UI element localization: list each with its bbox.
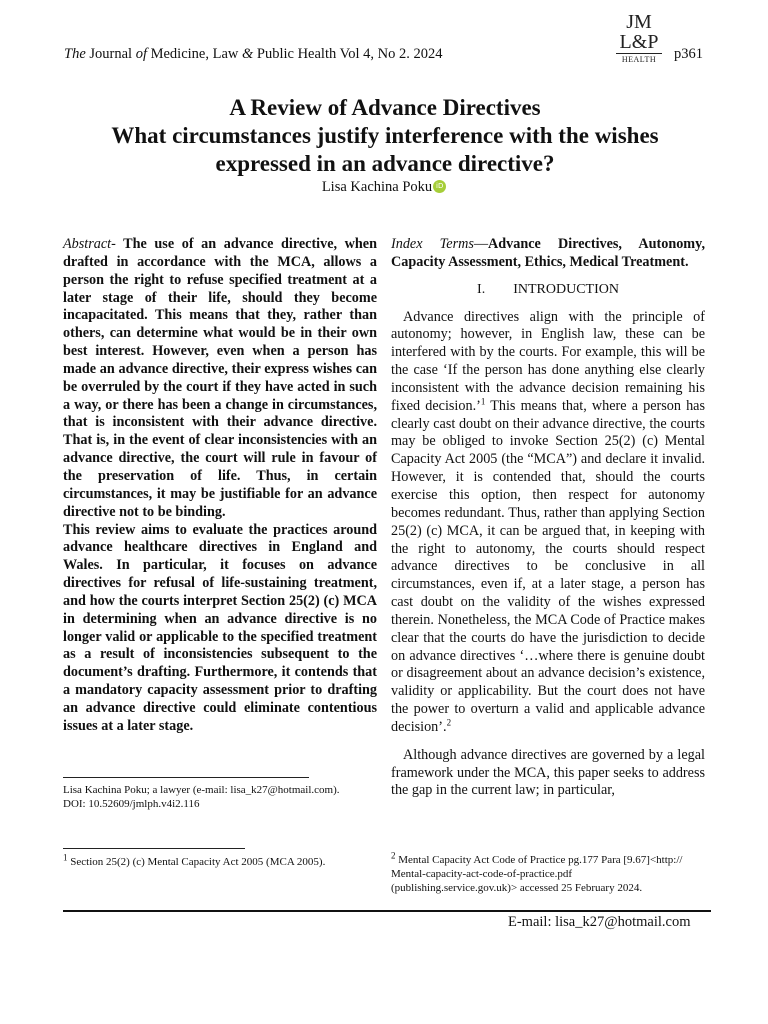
section-heading	[391, 281, 705, 299]
footnote-ref-1[interactable]: 1	[480, 396, 486, 407]
author-name: Lisa Kachina Poku	[321, 179, 433, 195]
doi[interactable]: DOI: 10.52609/jmlph.v4i2.116	[63, 798, 200, 810]
journal-citation	[64, 46, 442, 63]
footnote-rule-left	[63, 848, 245, 849]
footer-rule	[63, 910, 711, 912]
page-number: p361	[674, 46, 703, 62]
intro-para-1-b: This means that, where a person has clearly cast doubt on their advance directive, the courts may be obliged to invoke Section 25(2) (c) Mental Capacity Act 2005 (the “MCA”) and declare it invalid. However, it is contended that, should the courts exercise this option, then respect for autonomy becomes redundant. Thus, rather than applying Section 25(2) (c) MCA, it can be argued that, in keeping with the right to autonomy, the courts should respect advance directives to be conclusive in all circumstances, even if, at a later stage, a person has cast doubt on the validity of the wishes expressed therein. Nonetheless, the MCA Code of Practice makes clear that the courts do have the jurisdiction to decide on advance directives ‘…where there is genuine doubt or disagreement about an advance decision’s existence, validity or applicability. But the court does not have the power to overturn a valid and applicable advance decision’.	[391, 397, 705, 735]
intro-para-1-a: Advance directives align with the principle of autonomy; however, in English law, these can be interfered with by the courts. For example, this will be the case ‘If the person has done anything else clearly inconsistent with the advance decision remaining his fixed decision.’	[391, 308, 705, 414]
author-line	[0, 179, 768, 196]
section-number: I.	[477, 281, 486, 297]
logo-line-1: JM	[626, 11, 652, 33]
author-note-rule	[63, 777, 309, 778]
index-terms	[391, 236, 705, 272]
journal-of: of	[135, 46, 147, 62]
paper-title	[40, 94, 730, 178]
journal-text-c: Public Health Vol 4, No 2. 2024	[253, 46, 443, 62]
index-terms-label: Index Terms	[391, 236, 474, 252]
footnote-2-link[interactable]: Mental-capacity-act-code-of-practice.pdf	[391, 868, 573, 880]
logo-line-3: HEALTH	[616, 53, 662, 64]
orcid-icon[interactable]: iD	[433, 180, 446, 193]
logo-line-2: L&P	[619, 31, 659, 53]
footer-email[interactable]: E-mail: lisa_k27@hotmail.com	[508, 914, 691, 930]
intro-para-2: Although advance directives are governed by a legal framework under the MCA, this paper seeks to address the gap in the current law; in particular,	[391, 746, 705, 799]
footnote-2-text: Mental Capacity Act Code of Practice pg.177 Para [9.67]<http://	[395, 854, 683, 866]
index-terms-dash: —	[473, 236, 489, 252]
footnote-1-mark: 1	[63, 852, 68, 863]
journal-amp: &	[242, 46, 254, 62]
journal-logo	[616, 12, 662, 64]
index-terms-list: Advance Directives, Autonomy, Capacity Assessment, Ethics, Medical Treatment.	[391, 236, 705, 270]
footnote-2-mark: 2	[391, 850, 396, 861]
right-column	[391, 236, 705, 800]
journal-text-b: Medicine, Law	[146, 46, 242, 62]
footnote-1-text: Section 25(2) (c) Mental Capacity Act 2005 (MCA 2005).	[67, 856, 326, 868]
footnote-1	[63, 852, 377, 869]
footnote-2-source: (publishing.service.gov.uk)> accessed 25 February 2024.	[391, 882, 643, 894]
author-affiliation: Lisa Kachina Poku; a lawyer (e-mail: lisa_k27@hotmail.com).	[63, 784, 340, 796]
abstract-para-2: This review aims to evaluate the practices around advance healthcare directives in England and Wales. In particular, it focuses on advance directives for refusal of life-sustaining treatment, and how the courts interpret Section 25(2) (c) MCA in determining when an advance directive is no longer valid or applicable to the specified treatment as a result of inconsistencies subsequent to the document’s drafting. Furthermore, it contends that a mandatory capacity assessment prior to drafting an advance directive could eliminate contentious issues at a later stage.	[63, 521, 377, 734]
title-line-1: A Review of Advance Directives	[229, 95, 541, 120]
footnote-ref-2[interactable]: 2	[446, 717, 452, 728]
title-line-2: What circumstances justify interference with the wishes	[111, 123, 659, 148]
abstract-para-1	[63, 236, 377, 522]
intro-para-1	[391, 309, 705, 737]
author-note	[63, 783, 377, 811]
abstract	[63, 236, 377, 736]
abstract-label: Abstract-	[63, 236, 116, 252]
footnote-2	[391, 850, 711, 895]
title-line-3: expressed in an advance directive?	[215, 151, 555, 176]
journal-text-a: Journal	[85, 46, 136, 62]
abstract-text-1: The use of an advance directive, when drafted in accordance with the MCA, allows a person the right to refuse specified treatment at a later stage of their life, should they become incapacitated. This means that they, rather than others, can determine what would be in their own best interest. However, even when a person has made an advance directive, their express wishes can be overruled by the court if they have acted in such a way, or there has been a change in circumstances, that is inconsistent with their advance directive. That is, in the event of clear inconsistencies with an advance directive, the court will rule in favour of the preservation of life. Thus, in certain circumstances, it may be justifiable for an advance directive not to be binding.	[63, 236, 377, 520]
section-title: INTRODUCTION	[513, 281, 619, 297]
journal-the: The	[64, 46, 86, 62]
